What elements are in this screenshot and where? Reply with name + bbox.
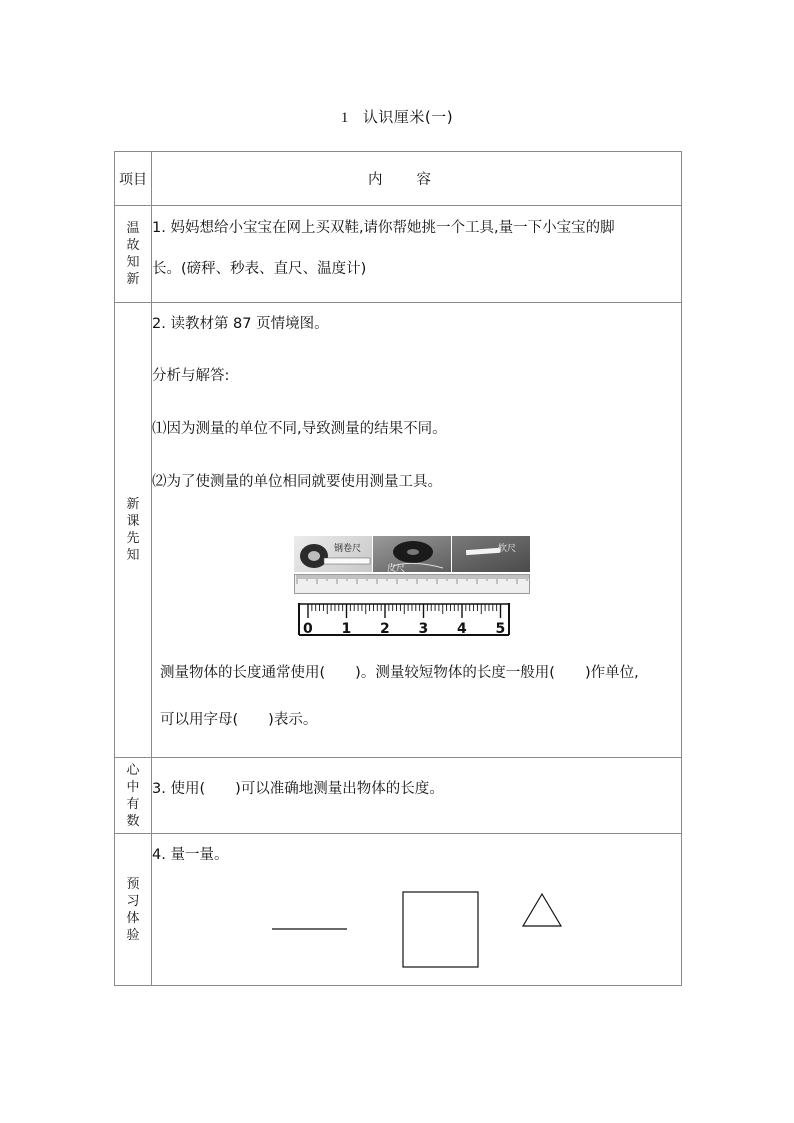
analysis-text: 分析与解答: bbox=[152, 368, 230, 384]
tape-ruler-strip bbox=[294, 574, 530, 594]
review-row bbox=[115, 206, 682, 303]
title-text: 认识厘米(一) bbox=[362, 108, 454, 126]
q2-text: 2. 读教材第 87 页情境图。 bbox=[152, 316, 329, 332]
point1-text: ⑴因为测量的单位不同,导致测量的结果不同。 bbox=[152, 421, 447, 437]
header-row bbox=[115, 152, 682, 206]
fill-blank-line1: 测量物体的长度通常使用( )。测量较短物体的长度一般用( )作单位, bbox=[160, 665, 639, 681]
shapes-to-measure bbox=[152, 874, 672, 984]
preview-row bbox=[115, 834, 682, 986]
steel-tape-label: 钢卷尺 bbox=[334, 544, 362, 554]
ruler-number: 4 bbox=[457, 621, 467, 637]
ruler-number: 2 bbox=[380, 621, 390, 637]
point2-text: ⑵为了使测量的单位相同就要使用测量工具。 bbox=[152, 474, 442, 490]
col-project-header: 项目 bbox=[115, 152, 152, 206]
new-lesson-row bbox=[115, 303, 682, 758]
review-content bbox=[152, 206, 682, 303]
new-lesson-label: 新 课 先 知 bbox=[115, 303, 152, 758]
soft-ruler-photo bbox=[452, 536, 530, 572]
mind-content bbox=[152, 758, 682, 834]
new-lesson-content bbox=[152, 303, 682, 758]
page-title bbox=[0, 106, 794, 127]
title-number: 1 bbox=[340, 110, 349, 126]
worksheet-table bbox=[114, 151, 682, 986]
q3-text: 3. 使用( )可以准确地测量出物体的长度。 bbox=[152, 781, 444, 797]
steel-tape-photo bbox=[294, 536, 372, 572]
square-shape bbox=[403, 892, 478, 967]
ruler-number: 0 bbox=[303, 621, 313, 637]
ruler-number: 3 bbox=[418, 621, 429, 637]
review-label: 温 故 知 新 bbox=[115, 206, 152, 303]
mind-row bbox=[115, 758, 682, 834]
measuring-tools-photo bbox=[294, 536, 530, 572]
q4-text: 4. 量一量。 bbox=[152, 847, 229, 863]
cloth-tape-photo bbox=[373, 536, 451, 572]
mind-label: 心 中 有 数 bbox=[115, 758, 152, 834]
triangle-shape bbox=[523, 894, 561, 926]
fill-blank-line2: 可以用字母( )表示。 bbox=[160, 712, 318, 728]
review-line1: 1. 妈妈想给小宝宝在网上买双鞋,请你帮她挑一个工具,量一下小宝宝的脚 bbox=[152, 220, 615, 236]
cloth-tape-label: 皮尺 bbox=[387, 564, 406, 572]
review-line2: 长。(磅秤、秒表、直尺、温度计) bbox=[152, 261, 367, 277]
preview-label: 预 习 体 验 bbox=[115, 834, 152, 986]
centimeter-ruler bbox=[297, 602, 511, 636]
ruler-number: 1 bbox=[341, 621, 352, 637]
ruler-number: 5 bbox=[495, 621, 506, 637]
preview-content bbox=[152, 834, 682, 986]
col-content-header: 内容 bbox=[152, 152, 682, 206]
soft-ruler-label: 软尺 bbox=[498, 544, 517, 554]
